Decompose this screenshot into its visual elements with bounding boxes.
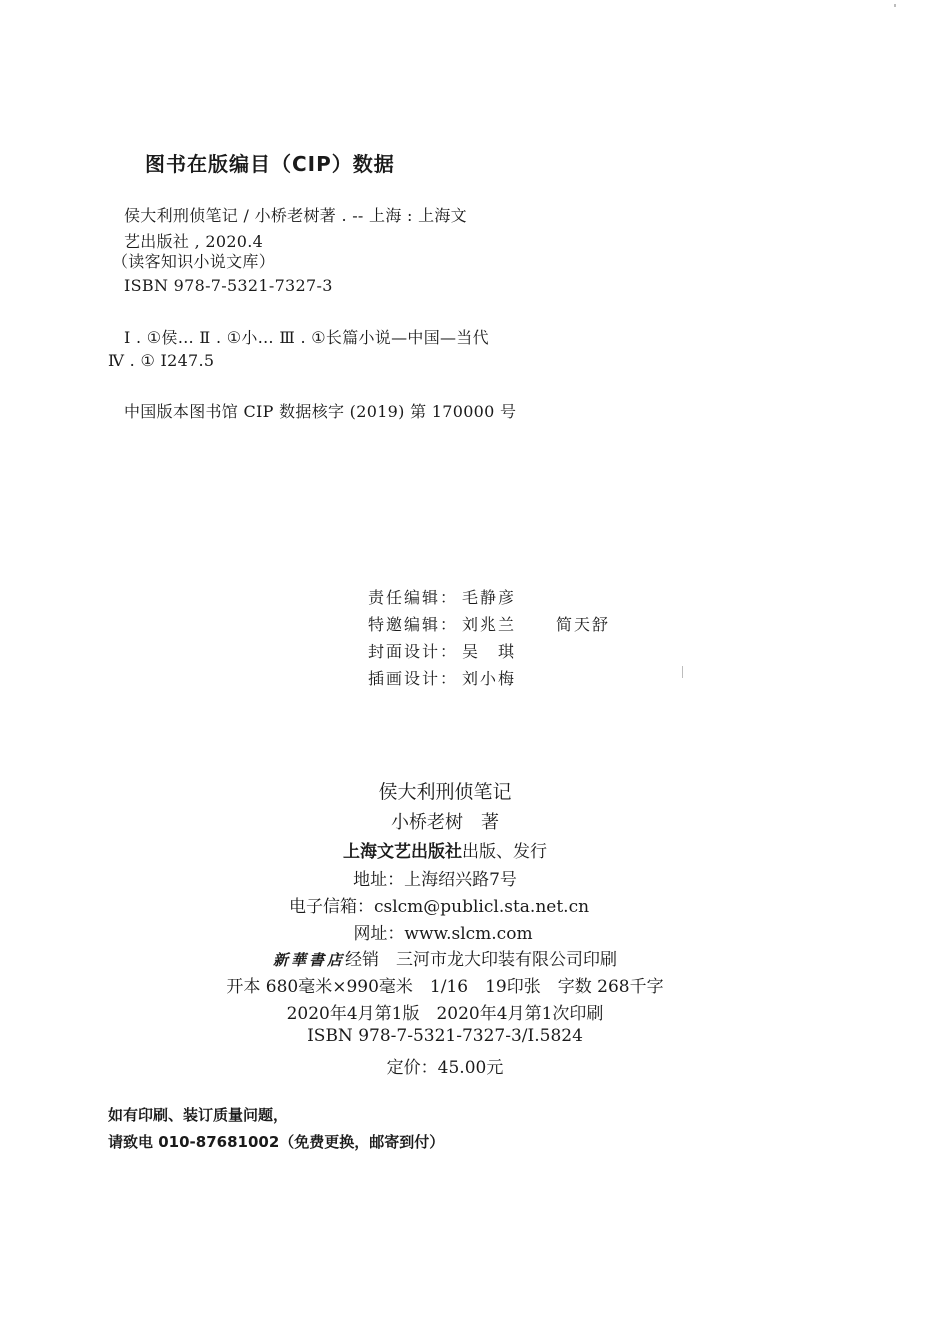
editor-name: 吴 琪 [462, 642, 517, 661]
printer-info: 经销 三河市龙大印装有限公司印刷 [345, 950, 617, 970]
quality-notice-line2: 请致电 010-87681002（免费更换，邮寄到付） [108, 1133, 445, 1151]
publisher-email: 电子信箱：cslcm@publicl.sta.net.cn [288, 897, 590, 917]
publisher-address: 地址：上海绍兴路7号 [353, 870, 517, 890]
format-info: 开本 680毫米×990毫米 1/16 19印张 字数 268千字 [226, 977, 664, 997]
editor-row-special [368, 612, 610, 635]
scan-speck [682, 666, 683, 678]
editor-name: 毛静彦 [462, 588, 517, 607]
editor-name: 刘小梅 [462, 669, 517, 688]
distribution-line [0, 945, 890, 970]
cip-line-series: （读客知识小说文库） [112, 252, 276, 271]
cip-heading: 图书在版编目（CIP）数据 [145, 152, 395, 176]
editor-row-cover [368, 639, 516, 662]
publisher-website: 网址：www.slcm.com [353, 924, 533, 944]
editor-row-responsible [368, 585, 516, 608]
cip-line-title: 侯大利刑侦笔记 / 小桥老树著 . -- 上海 : 上海文 [124, 206, 467, 225]
cip-line-record-number: 中国版本图书馆 CIP 数据核字 (2019) 第 170000 号 [124, 402, 517, 421]
publisher-name: 上海文艺出版社 [343, 842, 462, 862]
editor-role: 责任编辑： [368, 588, 459, 607]
editor-name: 刘兆兰 [462, 615, 517, 634]
cip-line-classification: Ⅰ . ①侯… Ⅱ . ①小… Ⅲ . ①长篇小说—中国—当代 [124, 328, 489, 347]
edition-info: 2020年4月第1版 2020年4月第1次印刷 [286, 1004, 604, 1024]
quality-notice-line1: 如有印刷、装订质量问题， [108, 1106, 289, 1124]
editor-role: 封面设计： [368, 642, 459, 661]
editor-role: 插画设计： [368, 669, 459, 688]
price-info: 定价：45.00元 [386, 1058, 504, 1078]
book-author: 小桥老树 著 [391, 812, 499, 833]
cip-line-class-number: Ⅳ . ① I247.5 [108, 351, 215, 370]
cip-line-isbn: ISBN 978-7-5321-7327-3 [124, 276, 333, 295]
xinhua-bookstore-logo: 新華書店 [272, 951, 345, 969]
publisher-suffix: 出版、发行 [462, 842, 547, 862]
editor-role: 特邀编辑： [368, 615, 459, 634]
scan-speck [894, 4, 896, 7]
editor-row-illustration [368, 666, 516, 689]
cip-line-publisher: 艺出版社 , 2020.4 [124, 232, 264, 251]
publisher-line [0, 837, 890, 862]
isbn-info: ISBN 978-7-5321-7327-3/I.5824 [307, 1026, 583, 1046]
book-title: 侯大利刑侦笔记 [378, 781, 512, 803]
editor-name-second: 简天舒 [556, 615, 611, 634]
